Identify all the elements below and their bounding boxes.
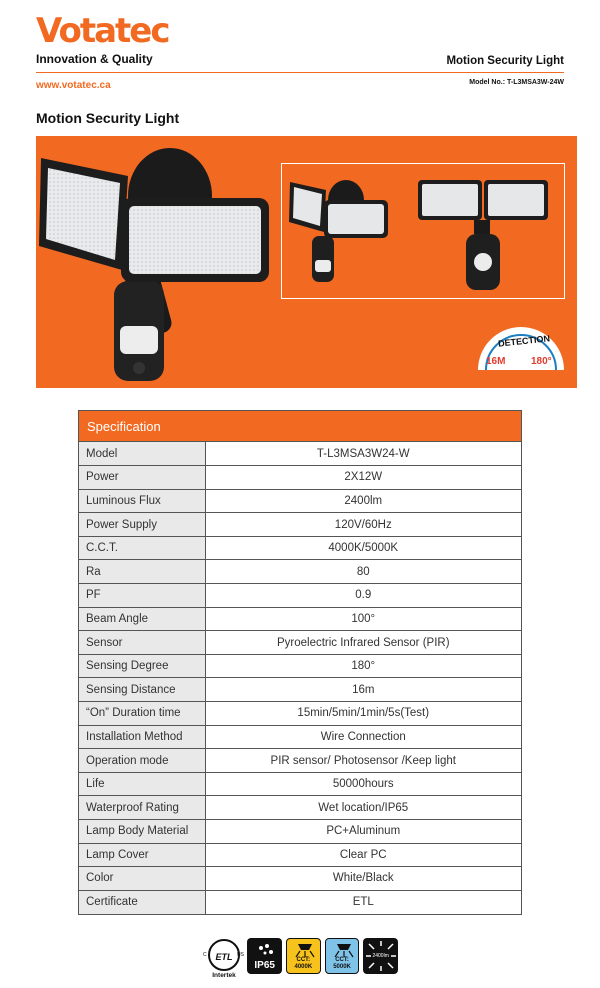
brand-logo bbox=[36, 11, 169, 51]
spec-label: Waterproof Rating bbox=[79, 796, 205, 820]
spec-value: PIR sensor/ Photosensor /Keep light bbox=[205, 749, 521, 773]
spec-value: 16m bbox=[205, 678, 521, 702]
spec-value: 100° bbox=[205, 607, 521, 631]
cct-4000k-label: CCT: 4000K bbox=[294, 957, 313, 970]
spec-value: 2X12W bbox=[205, 466, 521, 490]
cct-5000k-icon bbox=[325, 938, 360, 974]
cct-5000k-label: CCT: 5000K bbox=[333, 957, 351, 970]
spec-row bbox=[79, 749, 521, 773]
spec-value: 0.9 bbox=[205, 584, 521, 608]
spec-row bbox=[79, 631, 521, 655]
lamp-icon bbox=[287, 940, 321, 958]
product-image-front bbox=[412, 168, 562, 298]
spec-row bbox=[79, 654, 521, 678]
water-drops-icon bbox=[247, 940, 282, 960]
etl-c-label: C bbox=[203, 952, 207, 958]
spec-row bbox=[79, 466, 521, 490]
spec-label: Lamp Cover bbox=[79, 843, 205, 867]
spec-label: Certificate bbox=[79, 890, 205, 914]
spec-heading: Specification bbox=[79, 411, 521, 442]
spec-table bbox=[78, 410, 522, 915]
spec-row bbox=[79, 772, 521, 796]
spec-label: Power bbox=[79, 466, 205, 490]
spec-label: Sensor bbox=[79, 631, 205, 655]
spec-value: 180° bbox=[205, 654, 521, 678]
spec-label: Power Supply bbox=[79, 513, 205, 537]
spec-value: 2400lm bbox=[205, 489, 521, 513]
spec-row bbox=[79, 560, 521, 584]
ip65-label: IP65 bbox=[254, 960, 275, 971]
spec-label: C.C.T. bbox=[79, 536, 205, 560]
spec-label: Installation Method bbox=[79, 725, 205, 749]
etl-mark bbox=[203, 938, 243, 980]
spec-label: “On” Duration time bbox=[79, 702, 205, 726]
spec-value: White/Black bbox=[205, 867, 521, 891]
spec-value: Clear PC bbox=[205, 843, 521, 867]
lumens-label: 2400lm bbox=[372, 953, 389, 959]
spec-value: 15min/5min/1min/5s(Test) bbox=[205, 702, 521, 726]
spec-value: PC+Aluminum bbox=[205, 820, 521, 844]
tagline: Innovation & Quality bbox=[36, 52, 153, 66]
document-title: Motion Security Light bbox=[446, 55, 564, 67]
brand-logo-text: Votatec bbox=[36, 11, 169, 51]
spec-row bbox=[79, 678, 521, 702]
spec-row bbox=[79, 584, 521, 608]
spec-row bbox=[79, 796, 521, 820]
spec-row bbox=[79, 725, 521, 749]
spec-value: 120V/60Hz bbox=[205, 513, 521, 537]
spec-row bbox=[79, 890, 521, 914]
lumens-icon bbox=[363, 938, 398, 974]
product-views-frame bbox=[281, 163, 565, 299]
spec-label: Lamp Body Material bbox=[79, 820, 205, 844]
product-banner bbox=[36, 136, 577, 388]
product-image-side bbox=[286, 168, 396, 298]
header-divider bbox=[36, 72, 564, 73]
lamp-icon bbox=[326, 940, 360, 958]
spec-label: Model bbox=[79, 442, 205, 466]
spec-label: Ra bbox=[79, 560, 205, 584]
spec-label: PF bbox=[79, 584, 205, 608]
spec-value: ETL bbox=[205, 890, 521, 914]
spec-label: Beam Angle bbox=[79, 607, 205, 631]
spec-value: Pyroelectric Infrared Sensor (PIR) bbox=[205, 631, 521, 655]
spec-row bbox=[79, 442, 521, 466]
spec-row bbox=[79, 702, 521, 726]
etl-us-label: US bbox=[237, 952, 244, 958]
detection-label: DETECTION bbox=[497, 333, 551, 349]
spec-value: 4000K/5000K bbox=[205, 536, 521, 560]
spec-row bbox=[79, 820, 521, 844]
spec-value: 50000hours bbox=[205, 772, 521, 796]
website-link[interactable]: www.votatec.ca bbox=[36, 80, 111, 91]
spec-value: 80 bbox=[205, 560, 521, 584]
spec-label: Life bbox=[79, 772, 205, 796]
cct-4000k-icon bbox=[286, 938, 321, 974]
spec-label: Color bbox=[79, 867, 205, 891]
etl-label: ETL bbox=[215, 952, 233, 962]
spec-row bbox=[79, 607, 521, 631]
spec-value: Wet location/IP65 bbox=[205, 796, 521, 820]
spec-label: Sensing Degree bbox=[79, 654, 205, 678]
spec-label: Sensing Distance bbox=[79, 678, 205, 702]
ip65-icon bbox=[247, 938, 282, 974]
spec-row bbox=[79, 489, 521, 513]
detection-distance: 16M bbox=[486, 356, 506, 367]
spec-row bbox=[79, 536, 521, 560]
detection-angle: 180° bbox=[531, 356, 552, 367]
spec-value: Wire Connection bbox=[205, 725, 521, 749]
spec-label: Operation mode bbox=[79, 749, 205, 773]
spec-row bbox=[79, 513, 521, 537]
spec-row bbox=[79, 843, 521, 867]
model-number: Model No.: T-L3MSA3W-24W bbox=[469, 79, 564, 86]
spec-row bbox=[79, 867, 521, 891]
intertek-label: Intertek bbox=[212, 972, 236, 979]
spec-label: Luminous Flux bbox=[79, 489, 205, 513]
product-image-main bbox=[36, 136, 281, 388]
page-title: Motion Security Light bbox=[36, 110, 180, 126]
spec-value: T-L3MSA3W24-W bbox=[205, 442, 521, 466]
certification-icons bbox=[203, 938, 398, 980]
